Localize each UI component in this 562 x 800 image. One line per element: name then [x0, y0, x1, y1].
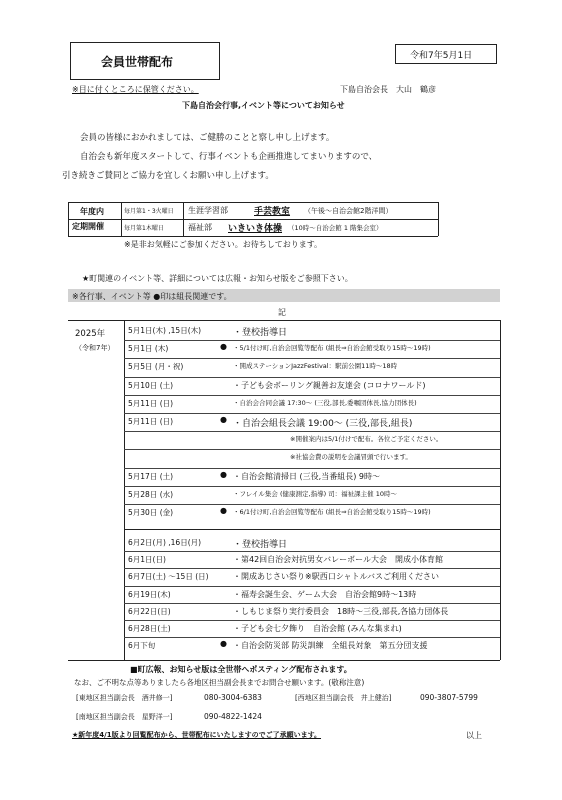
- regular-name-2: いきいき体操: [228, 224, 283, 234]
- regular-label-1: 年度内: [80, 207, 104, 216]
- row-divider: [124, 486, 500, 487]
- intro-line-1: 会員の皆様におかれましては、ご健勝のことと察し申し上げます。: [80, 133, 335, 143]
- sender: 下島自治会長 大山 鶴彦: [340, 85, 436, 94]
- event-date: 5月17日 (土): [128, 471, 174, 481]
- intro-line-3: 引き続きご賛同とご協力を宜しくお願い申し上げます。: [62, 171, 274, 181]
- era: （令和7年）: [75, 344, 115, 352]
- contact-south-label: [南地区担当副会長 星野洋一]: [76, 713, 173, 721]
- row-divider: [124, 377, 500, 378]
- contact-west-label: [西地区担当副会長 井上健治]: [295, 694, 392, 702]
- event-description: ・子ども会ボーリング親善お友達会 (コロナワールド): [233, 380, 426, 390]
- regular-when-1: 毎月第1・3火曜日: [124, 208, 174, 215]
- contact-east-tel: 080-3004-6383: [204, 693, 262, 702]
- leader-related-dot: ●: [220, 506, 227, 515]
- regular-dept-1: 生涯学習部: [188, 206, 228, 215]
- event-description: ※開催案内は5/1付けで配布。各位ご予定ください。: [290, 435, 443, 444]
- event-description: ・子ども会七夕飾り 自治会館 (みんな集まれ): [233, 624, 402, 633]
- year: 2025年: [75, 329, 106, 339]
- event-description: ・開成ステーションJazzFestival：駅前公園11時～18時: [233, 362, 398, 371]
- event-description: ・開成あじさい祭り※駅西口シャトルバスご利用ください: [233, 572, 439, 582]
- event-date: 5月1日 (木): [128, 344, 169, 354]
- event-date: 5月28日 (水): [128, 489, 174, 499]
- event-date: 6月22日(日): [128, 606, 171, 616]
- intro-line-2: 自治会も新年度スタートして、行事イベントも企画推進してまいりますので、: [80, 152, 378, 162]
- contact-south-tel: 090-4822-1424: [204, 712, 262, 721]
- row-divider: [124, 340, 500, 341]
- event-date: 6月下旬: [128, 641, 156, 651]
- row-divider: [124, 449, 500, 450]
- event-description: ・フレイル集会 (健康測定,指導) 司：福祉課主催 10時～: [233, 489, 398, 498]
- contact-east-label: [東地区担当副会長 酒井修一]: [76, 694, 173, 702]
- event-description: ・登校指導日: [233, 540, 288, 550]
- row-divider: [124, 431, 500, 432]
- page-title: 会員世帯配布: [101, 55, 174, 69]
- event-description: ・第42回自治会対抗男女バレーボール大会 開成小体育館: [233, 555, 444, 565]
- town-note: ★町関連のイベント等、詳細については広報・お知らせ版をご参照下さい。: [82, 274, 353, 283]
- row-divider: [124, 358, 500, 359]
- posting-note: ■町広報、お知らせ版は全世帯へポスティング配布されます。: [130, 665, 352, 674]
- regular-when-2: 毎月第1木曜日: [124, 225, 164, 232]
- event-date: 6月2日(月) ,16日(月): [128, 538, 202, 547]
- end-mark: 以上: [466, 731, 482, 740]
- regular-detail-1: （午後～自治会館2階洋間）: [304, 207, 393, 215]
- row-divider: [124, 603, 500, 604]
- event-description: ・登校指導日: [233, 328, 288, 338]
- contact-note: なお、ご不明な点等ありましたら各地区担当副会長までお問合せ願います。(敬称注意): [74, 678, 365, 687]
- ki-mark: 記: [278, 308, 286, 317]
- row-divider: [124, 413, 500, 414]
- event-description: ・自治会組長会議 19:00～ (三役,部長,組長): [233, 419, 413, 429]
- event-description: ・自治会合同会議 17:30～ (三役,部長,委嘱団体長,協力団体長): [233, 398, 417, 407]
- event-date: 5月30日 (金): [128, 508, 174, 517]
- event-date: 6月1日(日): [128, 555, 166, 565]
- event-date: 5月5日 (月・祝): [128, 362, 184, 372]
- event-date: 5月1日(木) ,15日(木): [128, 326, 202, 335]
- event-description: ・自治会防災部 防災訓練 全組長対象 第五分団支援: [233, 641, 428, 651]
- event-date: 6月28日(土): [128, 624, 171, 633]
- regular-note: ※是非お気軽にご参加ください。お待ちしております。: [124, 240, 323, 249]
- date-box: [395, 44, 497, 64]
- event-date: 5月10日 (土): [128, 380, 174, 390]
- events-header: ※各行事、イベント等 ●印は組長関連です。: [72, 292, 232, 301]
- row-divider: [124, 504, 500, 505]
- issue-date: 令和7年5月1日: [410, 51, 473, 61]
- event-date: 5月11日 (日): [128, 398, 174, 408]
- regular-label-2: 定期開催: [72, 222, 104, 231]
- event-description: ・福寿会誕生会、ゲーム大会 自治会館9時～13時: [233, 589, 417, 599]
- footer-note: ★新年度4/1版より回覧配布から、世帯配布にいたしますのでご了承願います。: [72, 731, 322, 739]
- event-description: ・6/1付け町,自治会回覧等配布 (組長⇒自治会館受取り15時～19時): [233, 508, 431, 516]
- regular-detail-2: （10時～自治会館 1 階集会室）: [288, 224, 383, 232]
- row-divider: [124, 395, 500, 396]
- subject: 下島自治会行事,イベント等についてお知らせ: [182, 101, 345, 110]
- storage-note: ※目に付くところに保管ください。: [72, 85, 199, 94]
- event-description: ・5/1付け町,自治会回覧等配布 (組長⇒自治会館受取り15時～19時): [233, 344, 431, 353]
- leader-related-dot: ●: [220, 469, 227, 479]
- row-divider: [124, 468, 500, 469]
- event-date: 6月19日(木): [128, 589, 171, 599]
- row-divider: [124, 637, 500, 638]
- regular-name-1: 手芸教室: [254, 207, 291, 217]
- event-description: ※社協会費の説明を会議冒頭で行います。: [290, 453, 412, 462]
- event-description: ・しもじま祭り実行委員会 18時～三役,部長,各協力団体長: [233, 606, 449, 616]
- leader-related-dot: ●: [220, 415, 227, 424]
- contact-west-tel: 090-3807-5799: [420, 693, 478, 702]
- leader-related-dot: ●: [220, 342, 227, 352]
- leader-related-dot: ●: [220, 639, 227, 649]
- title-box: [70, 42, 220, 80]
- event-date: 6月7日(土) ～15日 (日): [128, 572, 209, 582]
- row-divider: [124, 586, 500, 587]
- regular-dept-2: 福祉部: [188, 223, 212, 232]
- event-description: ・自治会館清掃日 (三役,当番組長) 9時～: [233, 471, 380, 481]
- row-divider: [124, 551, 500, 552]
- row-divider: [124, 568, 500, 569]
- event-date: 5月11日 (日): [128, 417, 174, 426]
- row-divider: [124, 620, 500, 621]
